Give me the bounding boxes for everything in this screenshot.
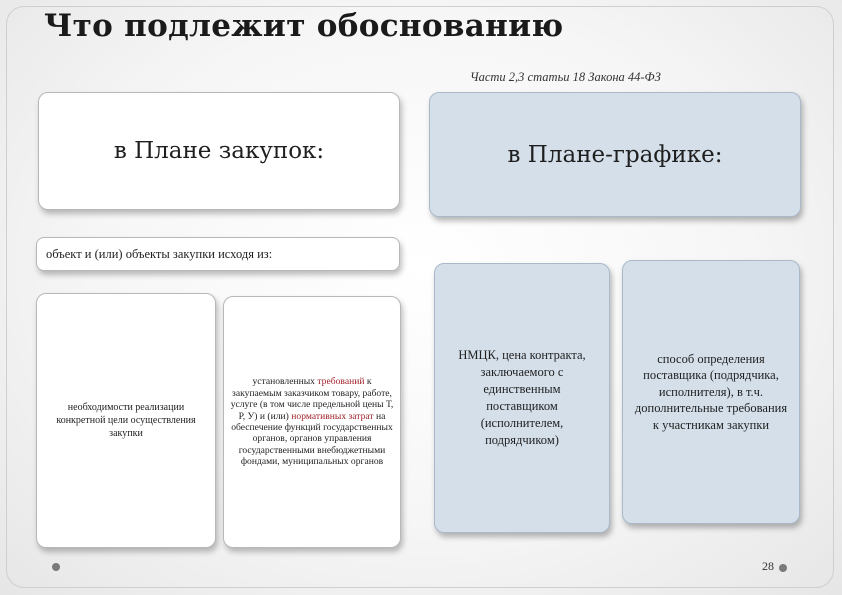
nmck-text: НМЦК, цена контракта, заключаемого с единственным поставщиком (исполнителем, подрядчиком) [458, 348, 586, 447]
right-bullet-dot [779, 564, 787, 572]
req-part-3: к закупаемым заказчиком товару, работе, услуге (в том числе предельной цены Т, Р, У) и (или) [230, 376, 394, 422]
law-reference: Части 2,3 статьи 18 Закона 44-ФЗ [470, 70, 661, 84]
schedule-box [429, 92, 801, 217]
object-label: объект и (или) объекты закупки исходя из: [46, 246, 273, 261]
object-box [36, 237, 400, 271]
method-box [622, 260, 800, 524]
needs-text: необходимости реализации конкретной цели осуществления закупки [56, 402, 196, 439]
req-part-1: установленных [252, 376, 318, 388]
requirements-text [230, 376, 394, 467]
requirements-box [223, 296, 401, 548]
needs-box [36, 293, 216, 548]
plan-label: в Плане закупок: [113, 138, 325, 164]
nmck-box [434, 263, 610, 533]
plan-box [38, 92, 400, 210]
slide-title: Что подлежит обоснованию [44, 8, 564, 44]
req-part-5: на обеспечение функций государственных органов, органов управления государственными внебюджетными фондами, муниципальных органов [231, 410, 393, 468]
method-text: способ определения поставщика (подрядчика, исполнителя), в т.ч. дополнительные требования к участникам закупки [634, 351, 788, 432]
req-highlight-costs: нормативных затрат [291, 410, 374, 422]
page-number: 28 [762, 559, 774, 573]
left-bullet-dot [52, 563, 60, 571]
req-highlight-requirements: требований [317, 376, 365, 388]
schedule-label: в Плане-графике: [507, 141, 723, 168]
